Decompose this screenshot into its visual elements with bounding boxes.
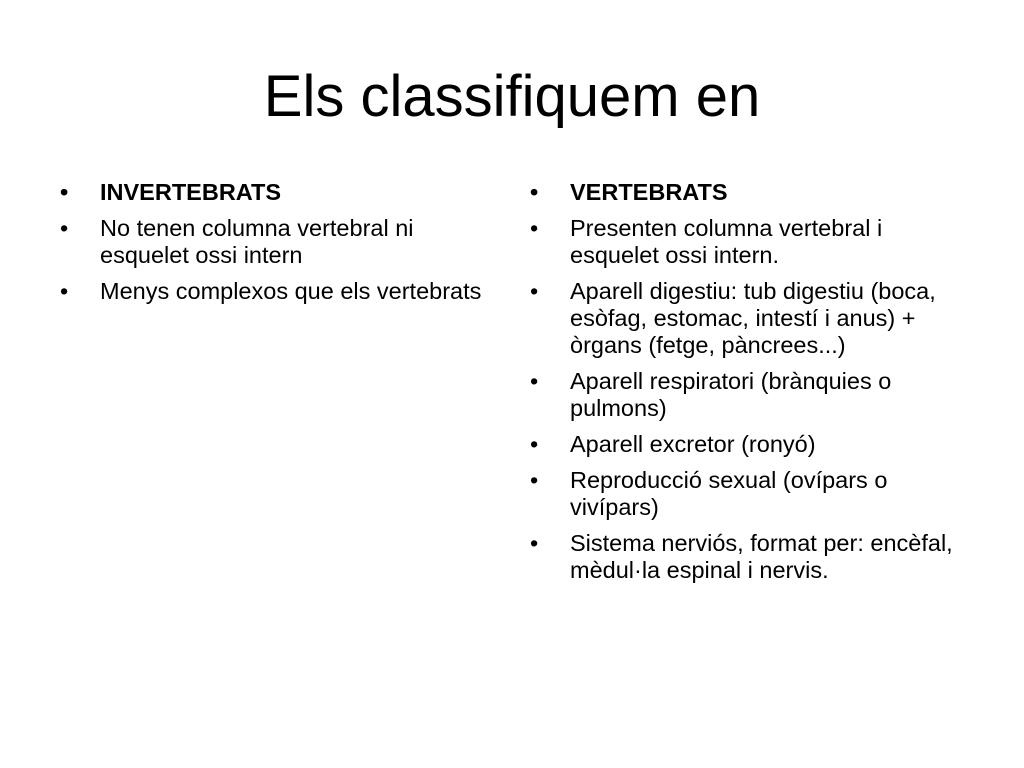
- bullet-icon: •: [530, 278, 539, 304]
- bullet-item-invertebrats-heading: [56, 179, 496, 206]
- bullet-item: [56, 215, 496, 269]
- bullet-text: Aparell respiratori (brànquies o pulmons): [570, 368, 892, 421]
- bullet-item: [526, 278, 976, 359]
- bullet-text: No tenen columna vertebral ni esquelet ossi intern: [100, 215, 414, 268]
- bullet-text: INVERTEBRATS: [100, 179, 282, 205]
- bullet-item: [526, 530, 976, 584]
- vertebrates-column: [526, 179, 976, 593]
- bullet-icon: •: [60, 215, 69, 241]
- bullet-icon: •: [530, 467, 539, 493]
- invertebrates-column: [56, 179, 496, 314]
- bullet-item: [526, 467, 976, 521]
- bullet-icon: •: [530, 431, 539, 457]
- bullet-text: Presenten columna vertebral i esquelet ossi intern.: [570, 215, 883, 268]
- bullet-text: Aparell excretor (ronyó): [570, 431, 816, 457]
- bullet-icon: •: [60, 278, 69, 304]
- bullet-item: [526, 215, 976, 269]
- bullet-icon: •: [60, 179, 69, 205]
- bullet-text: VERTEBRATS: [570, 179, 728, 205]
- bullet-icon: •: [530, 215, 539, 241]
- bullet-icon: •: [530, 530, 539, 556]
- bullet-text: Sistema nerviós, format per: encèfal, mèdul·la espinal i nervis.: [570, 530, 953, 583]
- bullet-item: [56, 278, 496, 305]
- bullet-icon: •: [530, 179, 539, 205]
- bullet-text: Menys complexos que els vertebrats: [100, 278, 482, 304]
- bullet-item-vertebrats-heading: [526, 179, 976, 206]
- bullet-text: Reproducció sexual (ovípars o vivípars): [570, 467, 888, 520]
- slide-title: Els classifiquem en: [263, 64, 761, 129]
- bullet-item: [526, 431, 976, 458]
- bullet-icon: •: [530, 368, 539, 394]
- bullet-text: Aparell digestiu: tub digestiu (boca, esòfag, estomac, intestí i anus) + òrgans (fetge, pàncrees...): [570, 278, 936, 358]
- bullet-item: [526, 368, 976, 422]
